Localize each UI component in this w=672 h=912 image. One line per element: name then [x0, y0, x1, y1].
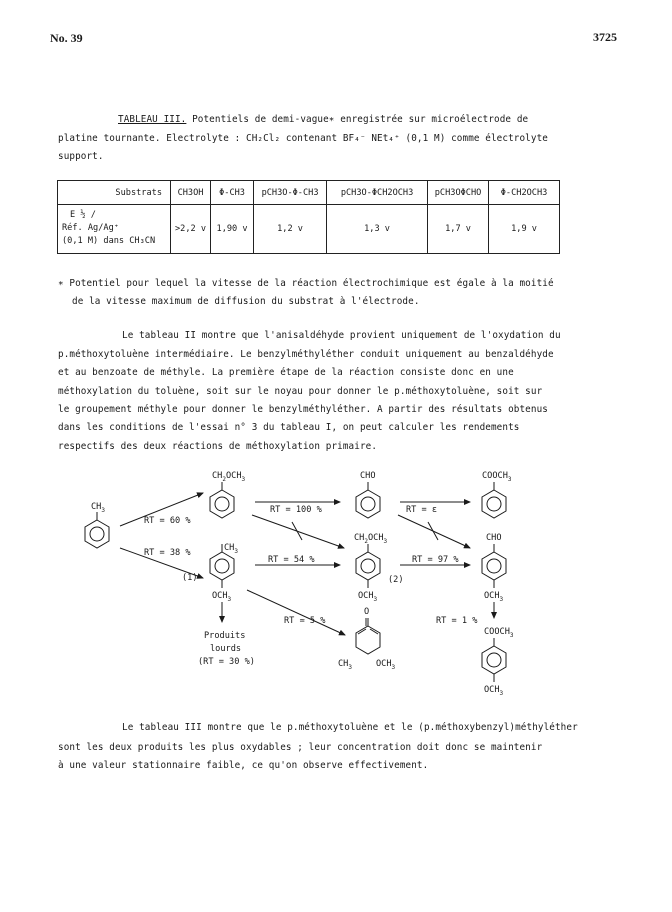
toluene-ch3-label: $CH_3$ [91, 502, 105, 514]
benzaldehyde-cho-label: CHO [360, 471, 376, 481]
anisaldehyde-ring [482, 544, 506, 588]
benzyl-methyl-ether-ring [210, 482, 234, 518]
row-label-line: (0,1 M) dans CH₃CN [62, 236, 156, 246]
anisaldehyde-och3-label: $OCH_3$ [484, 591, 504, 603]
rt38-label: RT = 38 % [144, 548, 191, 558]
label-2: (2) [388, 575, 404, 585]
page-number: 3725 [593, 30, 617, 44]
table-cell: 1,90 v [211, 205, 254, 254]
table-header-cell: Φ-CH2OCH3 [489, 181, 560, 205]
rt5-label: RT ≃ 5 % [284, 616, 326, 626]
table-row [58, 205, 560, 254]
paragraph1-line: Le tableau II montre que l'anisaldéhyde provient uniquement de l'oxydation du [122, 330, 561, 341]
arrow-rt5 [247, 590, 345, 635]
methyl-anisate-och3-label: $OCH_3$ [484, 685, 504, 697]
table-header-cell: CH3OH [171, 181, 211, 205]
table-cell: 1,2 v [254, 205, 327, 254]
rt97-label: RT = 97 % [412, 555, 459, 565]
cyclohexadienone-ring [356, 618, 380, 654]
heavy-products-line1: Produits [204, 631, 246, 641]
p-methoxybenzyl-och3-label: $OCH_3$ [358, 591, 378, 603]
arrow-crossed-1 [252, 515, 344, 548]
arrow-crossed-2 [398, 515, 470, 548]
table-header-cell: Substrats [58, 181, 171, 205]
rt1-label: RT = 1 % [436, 616, 478, 626]
table-caption-line2: platine tournante. Electrolyte : CH₂Cl₂ contenant BF₄⁻ NEt₄⁺ (0,1 M) comme électrolyte [58, 133, 548, 144]
issue-number: No. 39 [50, 31, 83, 45]
row-label-line: E ½ / [70, 210, 96, 220]
dienone-o-label: O [364, 607, 370, 617]
footnote-line2: de la vitesse maximum de diffusion du substrat à l'électrode. [72, 296, 420, 307]
row-label-line: Réf. Ag/Ag⁺ [62, 223, 119, 233]
table-cell: >2,2 v [171, 205, 211, 254]
table-header-cell: pCH3O-Φ-CH3 [254, 181, 327, 205]
paragraph2-line: à une valeur stationnaire faible, ce qu'on observe effectivement. [58, 760, 429, 771]
rt54-label: RT = 54 % [268, 555, 315, 565]
methyl-benzoate-ring [482, 482, 506, 518]
paragraph2-line: sont les deux produits les plus oxydables ; leur concentration doit donc se maintenir [58, 742, 543, 753]
rt60-label: RT = 60 % [144, 516, 191, 526]
heavy-products-line2: lourds [210, 644, 242, 654]
heavy-products-line3: (RT = 30 %) [198, 657, 255, 667]
p-methoxybenzyl-ether-label: $CH_2OCH_3$ [354, 533, 388, 545]
table-caption-label: TABLEAU III. [118, 114, 187, 125]
anisaldehyde-cho-label: CHO [486, 533, 502, 543]
methyl-anisate-cooch3-label: $COOCH_3$ [484, 627, 514, 639]
toluene-ring [85, 512, 109, 548]
table-caption-line1 [118, 114, 528, 125]
table-header-cell: pCH3OΦCHO [428, 181, 489, 205]
dienone-ch3-label: $CH_3$ [338, 659, 352, 671]
dienone-och3-label: $OCH_3$ [376, 659, 396, 671]
table-row-label [58, 205, 171, 254]
footnote-line1: ∗ Potentiel pour lequel la vitesse de la réaction électrochimique est égale à la moitié [58, 278, 554, 289]
reaction-scheme [0, 460, 672, 700]
table-cell: 1,7 v [428, 205, 489, 254]
p-methoxytoluene-ch3-label: $CH_3$ [224, 543, 238, 555]
paragraph1-line: dans les conditions de l'essai n° 3 du tableau I, on peut calculer les rendements [58, 422, 520, 433]
paragraph1-line: le groupement méthyle pour donner le benzylméthyléther. A partir des résultats obtenus [58, 404, 548, 415]
paragraph1-line: p.méthoxytoluène intermédiaire. Le benzylméthyléther conduit uniquement au benzaldéhyde [58, 349, 554, 360]
paragraph2-line: Le tableau III montre que le p.méthoxytoluène et le (p.méthoxybenzyl)méthyléther [122, 722, 578, 733]
p-methoxytoluene-och3-label: $OCH_3$ [212, 591, 232, 603]
label-1: (1) [182, 573, 198, 583]
cross-mark-1 [292, 522, 302, 540]
paragraph1-line: respectifs des deux réactions de méthoxylation primaire. [58, 441, 378, 452]
table-caption-line3: support. [58, 151, 104, 162]
rt100-label: RT = 100 % [270, 505, 322, 515]
table-header-cell: Φ-CH3 [211, 181, 254, 205]
paragraph1-line: méthoxylation du toluène, soit sur le noyau pour donner le p.méthoxytoluène, soit sur [58, 386, 543, 397]
table-header-row [58, 181, 560, 205]
rt-eps-label: RT = ε [406, 505, 438, 515]
table-caption-text: Potentiels de demi-vague∗ enregistrée sur microélectrode de [192, 114, 529, 125]
methyl-anisate-ring [482, 638, 506, 682]
p-methoxybenzyl-methyl-ether-ring [356, 544, 380, 588]
potentials-table [57, 180, 560, 254]
benzaldehyde-ring [356, 482, 380, 518]
table-cell: 1,3 v [327, 205, 428, 254]
table-cell: 1,9 v [489, 205, 560, 254]
table-header-cell: pCH3O-ΦCH2OCH3 [327, 181, 428, 205]
benzoate-cooch3-label: $COOCH_3$ [482, 471, 512, 483]
paragraph1-line: et au benzoate de méthyle. La première étape de la réaction consiste donc en une [58, 367, 514, 378]
benzyl-ether-label: $CH_2OCH_3$ [212, 471, 246, 483]
cross-mark-2 [428, 522, 438, 540]
